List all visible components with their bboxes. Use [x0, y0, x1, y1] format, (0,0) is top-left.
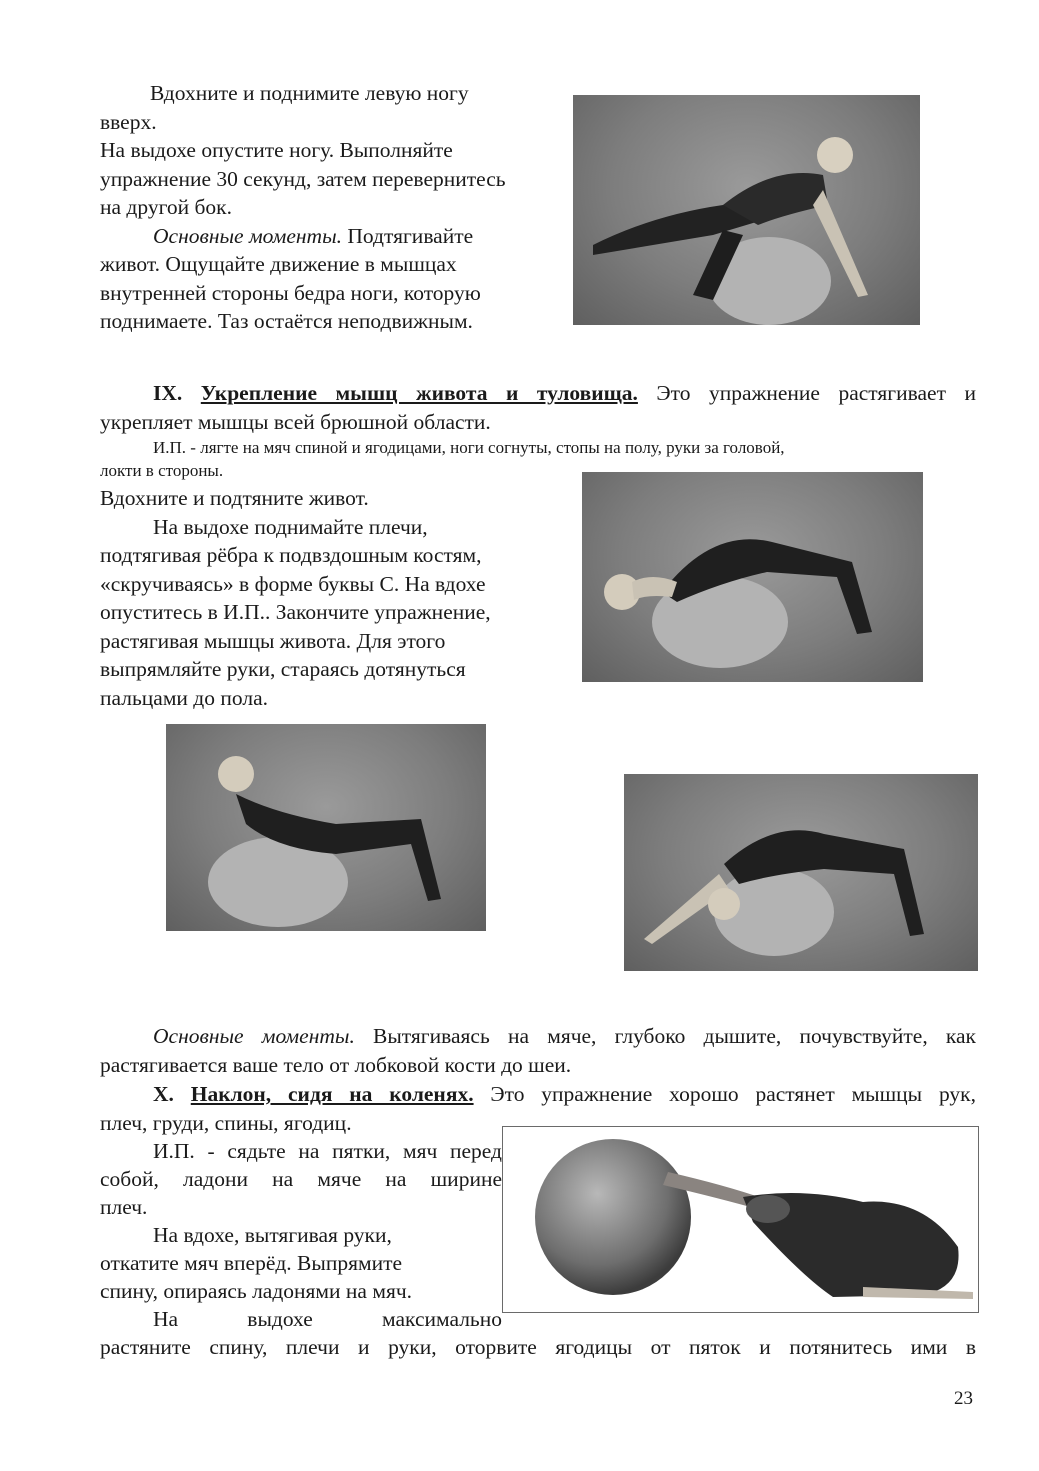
section-number: IX.	[153, 381, 183, 405]
text-line: пальцами до пола.	[100, 685, 268, 710]
text-line: вверх.	[100, 109, 157, 134]
section-number: X.	[153, 1082, 174, 1106]
page-number: 23	[954, 1388, 973, 1409]
text-line: Вдохните и поднимите левую ногу	[150, 81, 469, 105]
text-line: Это упражнение хорошо растянет мышцы рук,	[473, 1082, 976, 1106]
text-line: На вдохе, вытягивая руки,	[153, 1223, 392, 1247]
photo-stretch-over-ball	[624, 774, 978, 971]
text-line: внутренней стороны бедра ноги, которую	[100, 280, 481, 305]
text-line: На выдохе максимально	[153, 1307, 502, 1331]
text-line: На выдохе поднимайте плечи,	[153, 514, 428, 539]
text-line: собой, ладони на мяче на ширине	[100, 1167, 502, 1191]
body-text	[100, 484, 570, 712]
text-line: на другой бок.	[100, 195, 233, 219]
text-line: растягивается ваше тело от лобковой кости до шеи.	[100, 1053, 572, 1077]
key-moments-label: Основные моменты.	[153, 1024, 355, 1048]
section-title: Укрепление мышц живота и туловища.	[200, 381, 638, 405]
text-line: живот. Ощущайте движение в мышцах	[100, 252, 457, 276]
photo-back-arch-on-ball	[582, 472, 923, 682]
text-line: На выдохе опустите ногу. Выполняйте	[100, 138, 453, 162]
text-line: И.П. - сядьте на пятки, мяч перед	[153, 1139, 502, 1163]
text-line: «скручиваясь» в форме буквы С. На вдохе	[100, 571, 486, 596]
text-line: Подтягивайте	[342, 223, 474, 248]
section-heading-x	[100, 1080, 976, 1109]
text-line: Вытягиваясь на мяче, глубоко дышите, почувствуйте, как	[354, 1024, 976, 1048]
text-line: опуститесь в И.П.. Закончите упражнение,	[100, 600, 491, 624]
text-line: упражнение 30 секунд, затем перевернитесь	[100, 166, 506, 191]
text-line: растяните спину, плечи и руки, оторвите ягодицы от пяток и потянитесь ими в	[100, 1335, 976, 1359]
text-line: выпрямляйте руки, стараясь дотянуться	[100, 657, 466, 681]
text-line: спину, опираясь ладонями на мяч.	[100, 1279, 413, 1303]
text-line: Это упражнение растягивает и	[637, 381, 976, 405]
text-line: плеч, груди, спины, ягодиц.	[100, 1111, 352, 1135]
text-line: локти в стороны.	[100, 461, 224, 480]
key-moments-label: Основные моменты.	[153, 223, 343, 248]
key-moments-text	[100, 1022, 976, 1051]
text-line: укрепляет мышцы всей брюшной области.	[100, 410, 491, 434]
section-title: Наклон, сидя на коленях.	[190, 1082, 474, 1106]
text-line: поднимаете. Таз остаётся неподвижным.	[100, 309, 473, 333]
text-line: подтягивая рёбра к подвздошным костям,	[100, 543, 482, 567]
body-text	[100, 79, 570, 336]
photo-kneeling-stretch	[502, 1126, 979, 1313]
text-line: плеч.	[100, 1195, 148, 1219]
text-line: Вдохните и подтяните живот.	[100, 486, 369, 510]
text-line: растягивая мышцы живота. Для этого	[100, 628, 446, 653]
text-line: откатите мяч вперёд. Выпрямите	[100, 1251, 403, 1275]
photo-crunch-on-ball	[166, 724, 486, 931]
section-heading-ix	[100, 379, 976, 408]
text-line: И.П. - лягте на мяч спиной и ягодицами, ноги согнуты, стопы на полу, руки за головой,	[153, 438, 785, 457]
photo-side-leg-lift	[573, 95, 920, 325]
